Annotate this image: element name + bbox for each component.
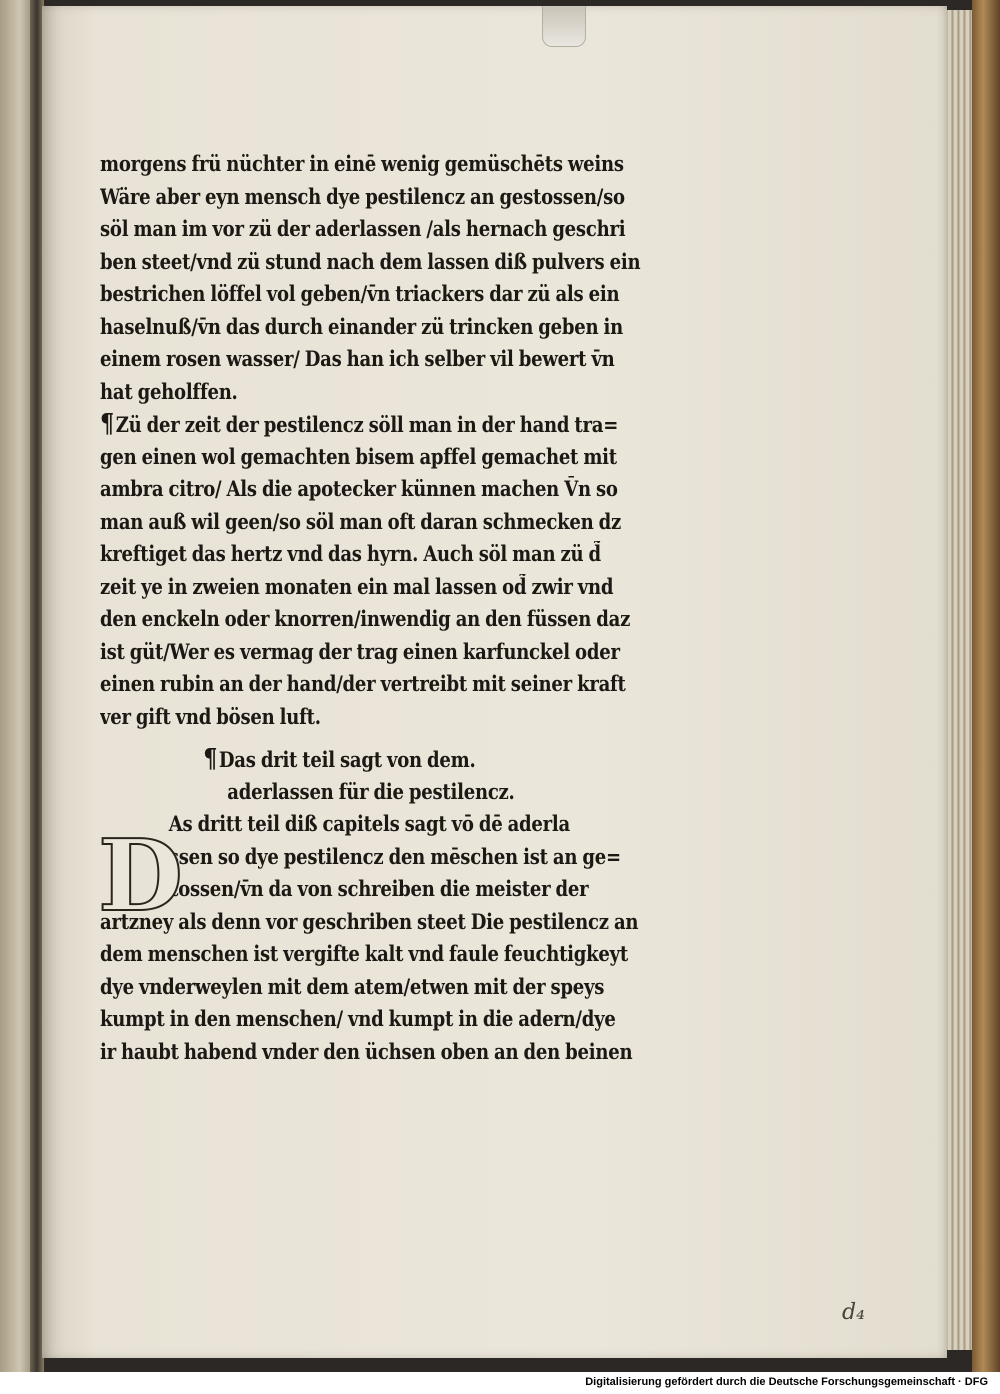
text-line: morgens frü nüchter in einē wenig gemüschēts weins <box>100 151 624 176</box>
text-line: dye vnderweylen mit dem atem/etwen mit der speys <box>100 973 605 999</box>
text-line: bestrichen löffel vol geben/v̄n triackers dar zü als ein <box>100 281 620 306</box>
text-line: gen einen wol gemachten bisem apffel gemachet mit <box>100 443 617 469</box>
text-line: ver gift vnd bösen luft. <box>100 703 321 729</box>
text-line: stossen/v̄n da von schreiben die meister der <box>160 876 589 901</box>
pilcrow-icon: ¶ <box>100 409 114 439</box>
pilcrow-icon: ¶ <box>203 744 218 774</box>
text-line: dem menschen ist vergifte kalt vnd faule feuchtigkeyt <box>100 941 628 966</box>
heading-line: aderlassen für die pestilencz. <box>227 778 515 804</box>
paragraph-start-line <box>100 408 650 441</box>
text-line: man auß wil geen/so söl man oft daran schmecken dz <box>100 508 622 534</box>
section-heading <box>100 743 650 776</box>
text-line: ambra citro/ Als die apotecker künnen machen V̄n so <box>100 476 618 501</box>
text-line: As dritt teil diß capitels sagt vō dē aderla <box>168 811 570 836</box>
binding-edge <box>972 0 1000 1394</box>
signature-mark: d₄ <box>842 1300 865 1325</box>
text-line: zeit ye in zweien monaten ein mal lassen od̃ zwir vnd <box>100 573 614 599</box>
text-line: ist güt/Wer es vermag der trag einen karfunckel oder <box>100 638 620 664</box>
heading-line: Das drit teil sagt von dem. <box>218 747 476 772</box>
text-line: Wäre aber eyn mensch dye pestilencz an gestossen/so <box>100 183 625 209</box>
text-line: einem rosen wasser/ Das han ich selber vil bewert v̄n <box>100 346 615 371</box>
text-line: hat geholffen. <box>100 378 238 404</box>
page-clip <box>542 6 586 47</box>
funding-credit: Digitalisierung gefördert durch die Deutsche Forschungsgemeinschaft · DFG <box>585 1376 988 1388</box>
text-line: kreftiget das hertz vnd das hyrn. Auch söl man zü d̃ <box>100 541 601 566</box>
text-line: einen rubin an der hand/der vertreibt mit seiner kraft <box>100 671 626 696</box>
text-line: ir haubt habend vnder den üchsen oben an den beinen <box>100 1038 633 1064</box>
text-line: ssen so dye pestilencz den mēschen ist an ge= <box>168 843 621 869</box>
drop-initial: D <box>98 819 183 934</box>
text-line: den enckeln oder knorren/inwendig an den füssen daz <box>100 606 631 631</box>
text-line: kumpt in den menschen/ vnd kumpt in die adern/dye <box>100 1006 616 1031</box>
text-line: söl man im vor zü der aderlassen /als hernach geschri <box>100 216 626 241</box>
footer-bar <box>0 1372 1000 1394</box>
text-line: artzney als denn vor geschriben steet Die pestilencz an <box>100 908 639 934</box>
text-line: haselnuß/v̄n das durch einander zü trincken geben in <box>100 313 623 339</box>
text-block <box>100 148 740 1068</box>
text-line: Zü der zeit der pestilencz söll man in der hand tra= <box>115 412 619 437</box>
text-line: ben steet/vnd zü stund nach dem lassen diß pulvers ein <box>100 248 641 274</box>
